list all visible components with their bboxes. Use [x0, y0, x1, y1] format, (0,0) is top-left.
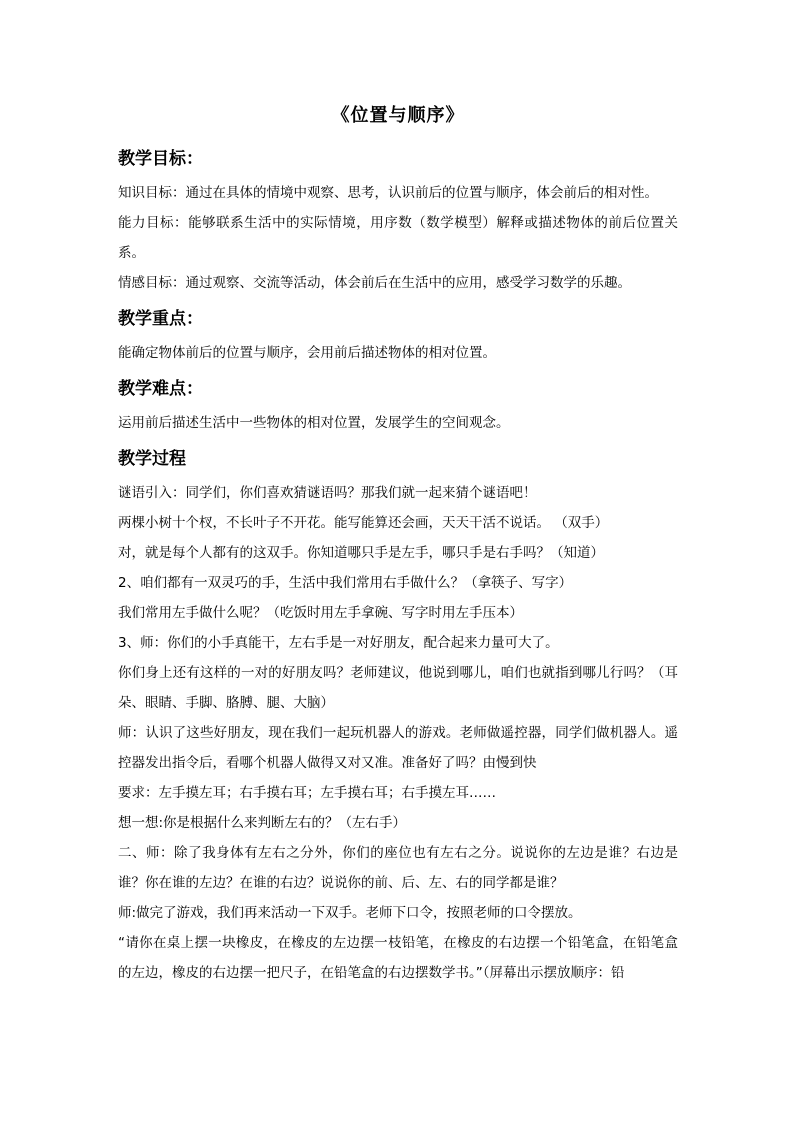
process-paragraph: 对，就是每个人都有的这双手。你知道哪只手是左手，哪只手是右手吗？（知道） — [118, 545, 604, 561]
process-paragraph: 师:做完了游戏，我们再来活动一下双手。老师下口令，按照老师的口令摆放。 — [118, 905, 582, 921]
objectives-ability: 能力目标：能够联系生活中的实际情境，用序数（数学模型）解释或描述物体的前后位置关系。 — [118, 215, 678, 261]
key-points-heading: 教学重点： — [118, 309, 203, 329]
process-paragraph: 两棵小树十个杈，不长叶子不开花。能写能算还会画，天天干活不说话。 （双手） — [118, 515, 609, 531]
process-paragraph: 想一想:你是根据什么来判断左右的？（左右手） — [118, 815, 407, 831]
process-paragraph: 要求：左手摸左耳；右手摸右耳；左手摸右耳；右手摸左耳…… — [118, 785, 496, 801]
process-paragraph: 二、师：除了我身体有左右之分外，你们的座位也有左右之分。说说你的左边是谁？右边是谁？你在谁的左边？在谁的右边？说说你的前、后、左、右的同学都是谁？ — [118, 845, 678, 891]
document-title: 《位置与顺序》 — [331, 105, 465, 126]
key-points-text: 能确定物体前后的位置与顺序，会用前后描述物体的相对位置。 — [118, 345, 496, 361]
objectives-knowledge: 知识目标：通过在具体的情境中观察、思考，认识前后的位置与顺序，体会前后的相对性。 — [118, 185, 658, 201]
process-paragraph: 我们常用左手做什么呢？（吃饭时用左手拿碗、写字时用左手压本） — [118, 605, 523, 621]
difficulties-heading: 教学难点： — [118, 379, 203, 399]
process-paragraph: 3、师：你们的小手真能干，左右手是一对好朋友，配合起来力量可大了。 — [118, 635, 559, 651]
difficulties-text: 运用前后描述生活中一些物体的相对位置，发展学生的空间观念。 — [118, 415, 510, 431]
process-heading: 教学过程 — [118, 449, 186, 469]
process-paragraph: “请你在桌上摆一块橡皮，在橡皮的左边摆一枝铅笔，在橡皮的右边摆一个铅笔盒，在铅笔盒的左边，橡皮的右边摆一把尺子，在铅笔盒的右边摆数学书。”（屏幕出示摆放顺序：铅 — [118, 935, 678, 981]
document-body — [118, 100, 678, 988]
objectives-emotion: 情感目标：通过观察、交流等活动，体会前后在生活中的应用，感受学习数学的乐趣。 — [118, 275, 631, 291]
objectives-heading: 教学目标： — [118, 149, 203, 169]
process-paragraph: 你们身上还有这样的一对的好朋友吗？老师建议，他说到哪儿，咱们也就指到哪儿行吗？（耳朵、眼睛、手脚、胳膊、腿、大脑） — [118, 665, 678, 711]
process-paragraph: 师：认识了这些好朋友，现在我们一起玩机器人的游戏。老师做遥控器，同学们做机器人。遥控器发出指令后，看哪个机器人做得又对又准。准备好了吗？由慢到快 — [118, 725, 678, 771]
process-paragraph: 谜语引入：同学们，你们喜欢猜谜语吗？那我们就一起来猜个谜语吧！ — [118, 485, 537, 501]
process-paragraph: 2、咱们都有一双灵巧的手，生活中我们常用右手做什么？（拿筷子、写字） — [118, 575, 573, 591]
